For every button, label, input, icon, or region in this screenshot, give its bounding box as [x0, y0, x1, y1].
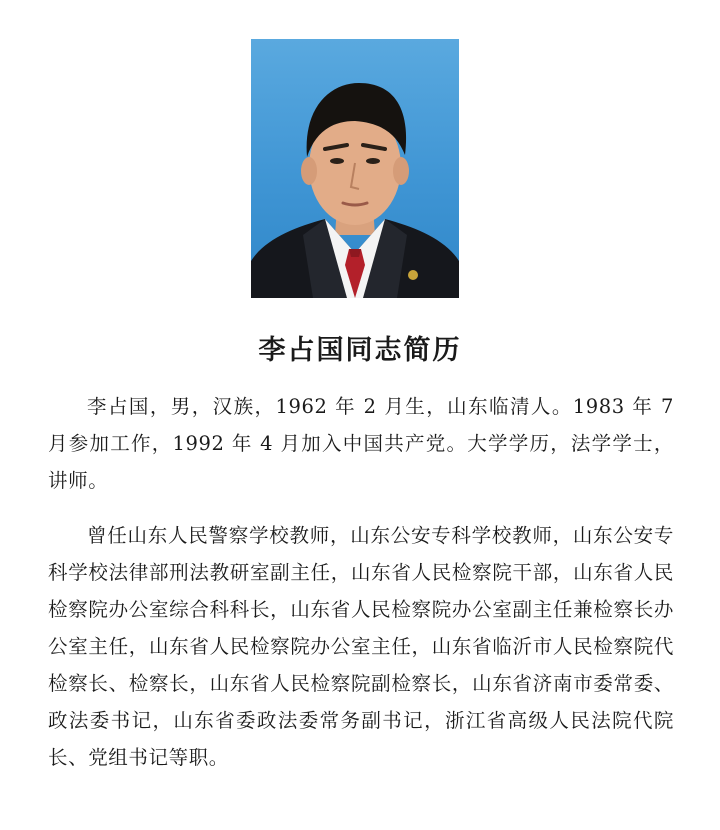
bio-paragraph-personal: 李占国，男，汉族，1962 年 2 月生，山东临清人。1983 年 7 月参加工作，1992 年 4 月加入中国共产党。大学学历，法学学士，讲师。	[48, 395, 674, 492]
portrait-photo	[251, 39, 459, 298]
page-title: 李占国同志简历	[258, 335, 462, 366]
biography-text	[48, 388, 674, 794]
portrait-figure	[251, 39, 459, 298]
bio-paragraph-career: 曾任山东人民警察学校教师，山东公安专科学校教师，山东公安专科学校法律部刑法教研室副主任，山东省人民检察院干部，山东省人民检察院办公室综合科科长，山东省人民检察院办公室副主任兼检察长办公室主任，山东省人民检察院办公室主任，山东省临沂市人民检察院代检察长、检察长，山东省人民检察院副检察长，山东省济南市委常委、政法委书记，山东省委政法委常务副书记，浙江省高级人民法院代院长、党组书记等职。	[48, 524, 674, 769]
